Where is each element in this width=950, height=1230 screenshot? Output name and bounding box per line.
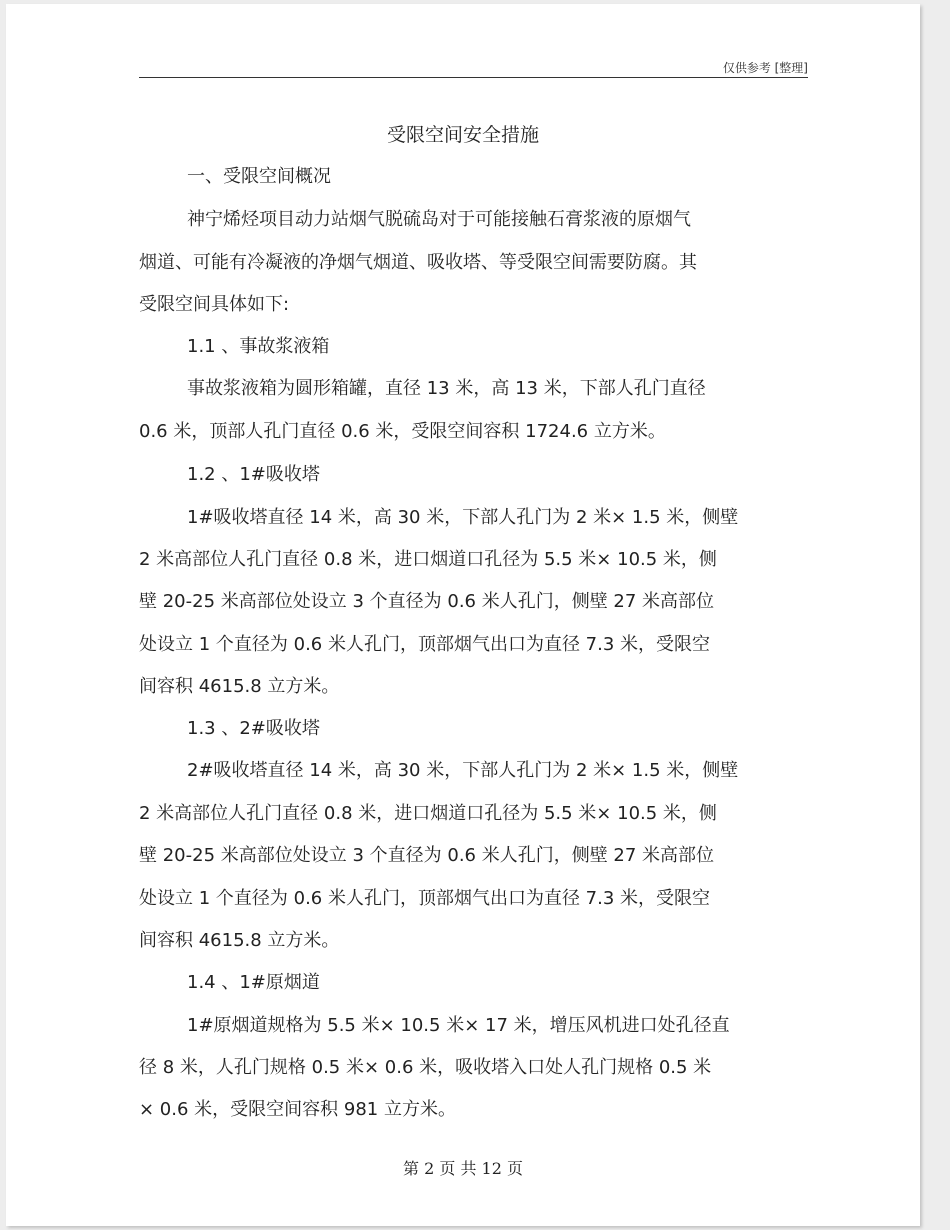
header-note: 仅供参考 [整理]: [722, 61, 808, 75]
page-number-footer: 第 2 页 共 12 页: [403, 1159, 523, 1178]
paragraph-line: 处设立 1 个直径为 0.6 米人孔门，顶部烟气出口为直径 7.3 米，受限空: [139, 634, 711, 655]
subsection-heading: 1.2 、1#吸收塔: [187, 464, 320, 485]
subsection-heading: 1.4 、1#原烟道: [187, 972, 320, 993]
paragraph-line: 处设立 1 个直径为 0.6 米人孔门，顶部烟气出口为直径 7.3 米，受限空: [139, 888, 711, 909]
document-page: [6, 4, 920, 1226]
paragraph-line: × 0.6 米，受限空间容积 981 立方米。: [139, 1099, 456, 1120]
paragraph-line: 1#原烟道规格为 5.5 米× 10.5 米× 17 米，增压风机进口处孔径直: [187, 1015, 730, 1036]
paragraph-line: 间容积 4615.8 立方米。: [139, 676, 340, 697]
paragraph-line: 2#吸收塔直径 14 米，高 30 米，下部人孔门为 2 米× 1.5 米，侧壁: [187, 760, 739, 781]
paragraph-line: 2 米高部位人孔门直径 0.8 米，进口烟道口孔径为 5.5 米× 10.5 米，侧: [139, 803, 717, 824]
subsection-heading: 1.3 、2#吸收塔: [187, 718, 320, 739]
paragraph-line: 0.6 米，顶部人孔门直径 0.6 米，受限空间容积 1724.6 立方米。: [139, 421, 666, 442]
header-divider: [139, 77, 808, 78]
paragraph-line: 壁 20-25 米高部位处设立 3 个直径为 0.6 米人孔门，侧壁 27 米高部位: [139, 591, 715, 612]
paragraph-line: 受限空间具体如下:: [139, 294, 290, 315]
paragraph-line: 2 米高部位人孔门直径 0.8 米，进口烟道口孔径为 5.5 米× 10.5 米，侧: [139, 549, 717, 570]
document-title: 受限空间安全措施: [386, 124, 539, 146]
subsection-heading: 1.1 、事故浆液箱: [187, 336, 330, 357]
paragraph-line: 事故浆液箱为圆形箱罐，直径 13 米，高 13 米，下部人孔门直径: [187, 378, 706, 399]
section-heading: 一、受限空间概况: [187, 166, 331, 187]
paragraph-line: 烟道、可能有冷凝液的净烟气烟道、吸收塔、等受限空间需要防腐。其: [139, 252, 697, 273]
paragraph-line: 径 8 米，人孔门规格 0.5 米× 0.6 米，吸收塔入口处人孔门规格 0.5 米: [139, 1057, 712, 1078]
paragraph-line: 1#吸收塔直径 14 米，高 30 米，下部人孔门为 2 米× 1.5 米，侧壁: [187, 507, 739, 528]
paragraph-line: 壁 20-25 米高部位处设立 3 个直径为 0.6 米人孔门，侧壁 27 米高部位: [139, 845, 715, 866]
paragraph-line: 间容积 4615.8 立方米。: [139, 930, 340, 951]
paragraph-line: 神宁烯烃项目动力站烟气脱硫岛对于可能接触石膏浆液的原烟气: [187, 209, 691, 230]
